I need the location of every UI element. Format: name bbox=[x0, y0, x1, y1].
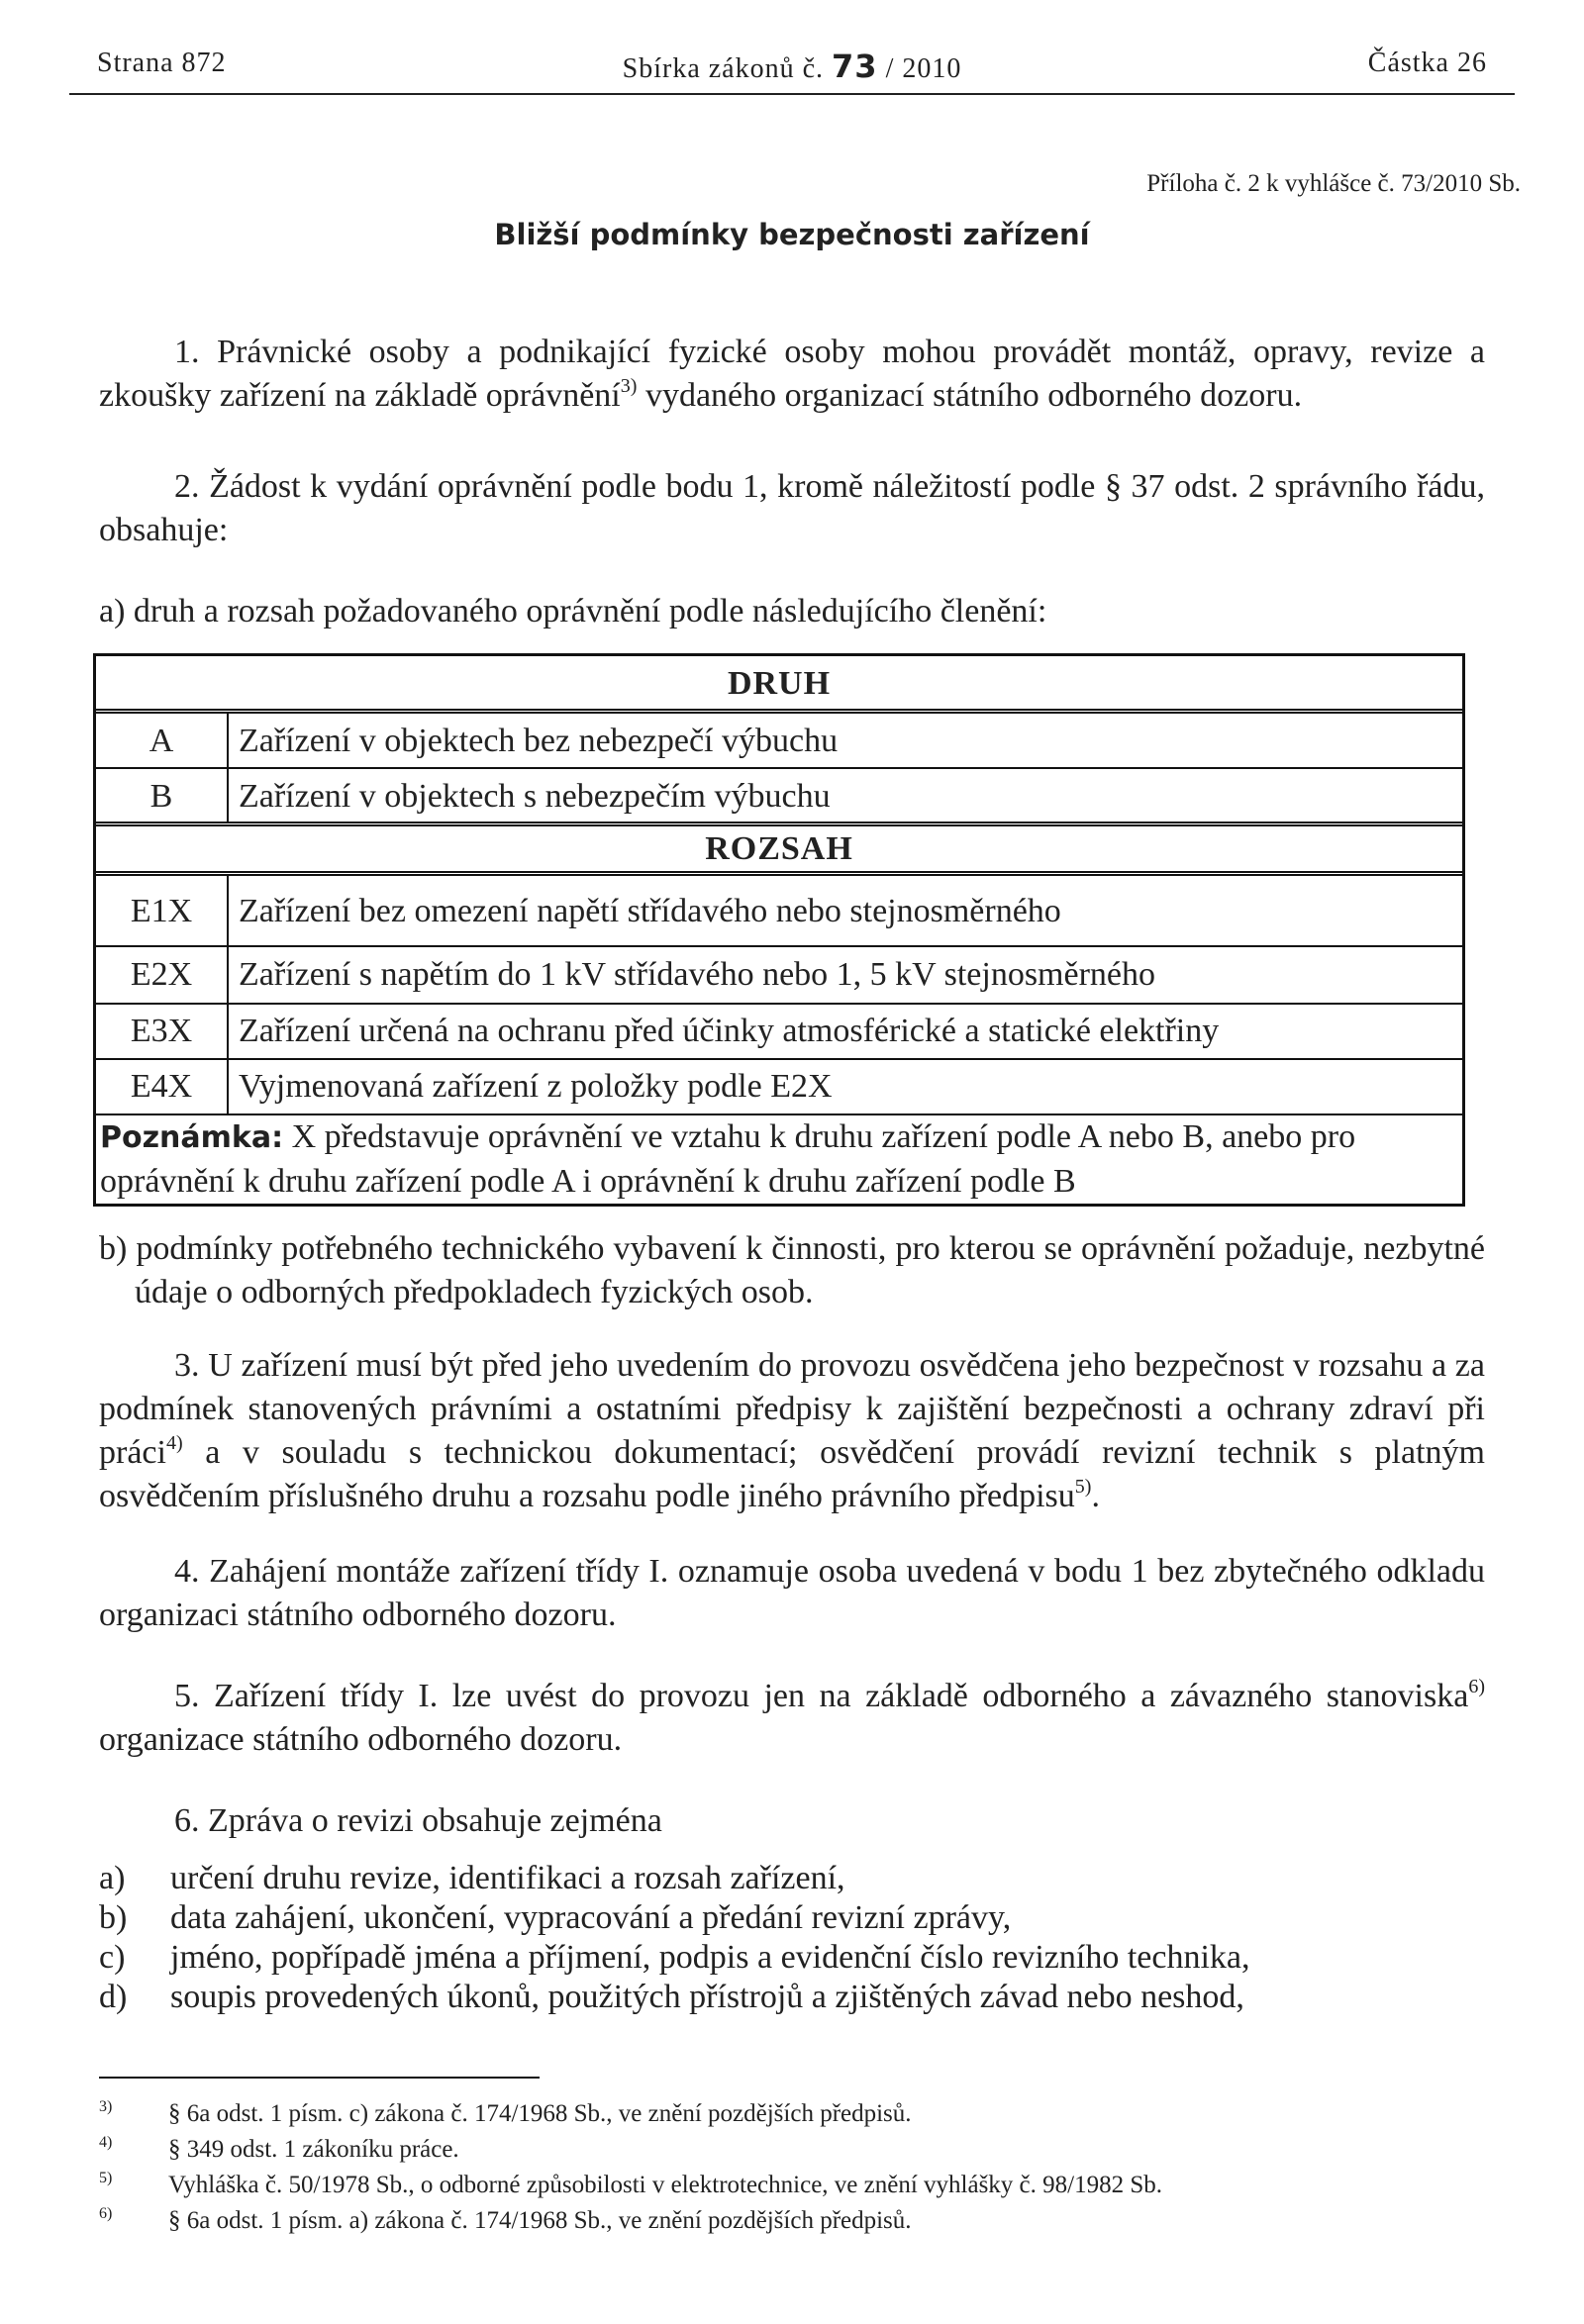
list-item-text: soupis provedených úkonů, použitých přístrojů a zjištěných závad nebo neshod, bbox=[170, 1979, 1244, 2015]
footnotes bbox=[99, 2096, 1485, 2239]
collection-header bbox=[0, 48, 1584, 85]
paragraph-1-end: vydaného organizací státního odborného dozoru. bbox=[637, 377, 1303, 414]
list-item bbox=[99, 1898, 1485, 1938]
paragraph-6-text: 6. Zpráva o revizi obsahuje zejména bbox=[174, 1802, 662, 1839]
footnote-ref-3: 3) bbox=[620, 375, 638, 397]
header-divider bbox=[69, 93, 1515, 95]
footnote-ref-6: 6) bbox=[1468, 1676, 1485, 1697]
report-contents-list bbox=[99, 1859, 1485, 2017]
list-item-text: jméno, popřípadě jména a příjmení, podpis a evidenční číslo revizního technika, bbox=[170, 1939, 1250, 1976]
footnote-text: § 349 odst. 1 zákoníku práce. bbox=[168, 2136, 459, 2163]
note-text: X představuje oprávnění ve vztahu k druhu zařízení podle A nebo B, anebo pro oprávnění k druhu zařízení podle A i oprávnění k druhu zařízení podle B bbox=[100, 1118, 1356, 1200]
row-description: Zařízení v objektech s nebezpečím výbuchu bbox=[239, 778, 831, 815]
row-description: Vyjmenovaná zařízení z položky podle E2X bbox=[239, 1068, 833, 1105]
page-title: Bližší podmínky bezpečnosti zařízení bbox=[494, 218, 1090, 251]
footnote-mark: 4) bbox=[99, 2134, 113, 2151]
table-note bbox=[96, 1115, 1462, 1204]
footnote-text: § 6a odst. 1 písm. c) zákona č. 174/1968 Sb., ve znění pozdějších předpisů. bbox=[168, 2100, 912, 2127]
issue-part-label: Částka 26 bbox=[1367, 48, 1487, 78]
paragraph-3-end: . bbox=[1091, 1478, 1100, 1514]
row-code: E4X bbox=[96, 1060, 229, 1114]
list-item-letter: a) bbox=[99, 1860, 126, 1896]
authorization-table bbox=[93, 653, 1465, 1207]
footnote-mark: 5) bbox=[99, 2170, 113, 2186]
table-row bbox=[96, 769, 1462, 826]
collection-year: / 2010 bbox=[885, 53, 962, 84]
table-row bbox=[96, 1005, 1462, 1060]
footnote-divider bbox=[99, 2077, 540, 2079]
footnote bbox=[99, 2096, 1485, 2132]
footnote-ref-4: 4) bbox=[165, 1432, 183, 1454]
collection-name: Sbírka zákonů č. bbox=[622, 53, 825, 84]
note-label: Poznámka: bbox=[100, 1120, 284, 1155]
row-description: Zařízení bez omezení napětí střídavého nebo stejnosměrného bbox=[239, 893, 1061, 929]
footnote bbox=[99, 2168, 1485, 2203]
row-description: Zařízení v objektech bez nebezpečí výbuchu bbox=[239, 723, 839, 759]
list-item bbox=[99, 1859, 1485, 1898]
item-a: a) druh a rozsah požadovaného oprávnění podle následujícího členění: bbox=[99, 593, 1047, 629]
paragraph-1 bbox=[99, 331, 1485, 418]
table-header-druh: DRUH bbox=[96, 656, 1462, 714]
attachment-label: Příloha č. 2 k vyhlášce č. 73/2010 Sb. bbox=[1146, 170, 1521, 197]
footnote-text: § 6a odst. 1 písm. a) zákona č. 174/1968 Sb., ve znění pozdějších předpisů. bbox=[168, 2207, 912, 2234]
paragraph-3-text-cont: a v souladu s technickou dokumentací; osvědčení provádí revizní technik s platným osvědčením příslušného druhu a rozsahu podle jiného právního předpisu bbox=[99, 1434, 1485, 1514]
footnote-mark: 6) bbox=[99, 2205, 113, 2222]
footnote bbox=[99, 2132, 1485, 2168]
footnote-ref-5: 5) bbox=[1074, 1476, 1092, 1498]
list-item-text: určení druhu revize, identifikaci a rozsah zařízení, bbox=[170, 1860, 845, 1896]
paragraph-6 bbox=[99, 1799, 1485, 1843]
table-row bbox=[96, 1060, 1462, 1115]
paragraph-2-text: 2. Žádost k vydání oprávnění podle bodu 1, kromě náležitostí podle § 37 odst. 2 správního řádu, obsahuje: bbox=[99, 468, 1485, 548]
list-item-text: data zahájení, ukončení, vypracování a předání revizní zprávy, bbox=[170, 1899, 1012, 1936]
paragraph-5-end: organizace státního odborného dozoru. bbox=[99, 1721, 623, 1758]
paragraph-4-text: 4. Zahájení montáže zařízení třídy I. oznamuje osoba uvedená v bodu 1 bez zbytečného odkladu organizaci státního odborného dozoru. bbox=[99, 1553, 1485, 1633]
paragraph-1-text: 1. Právnické osoby a podnikající fyzické osoby mohou provádět montáž, opravy, revize a zkoušky zařízení na základě oprávnění bbox=[99, 334, 1485, 414]
footnote bbox=[99, 2203, 1485, 2239]
paragraph-4 bbox=[99, 1550, 1485, 1637]
table-header-rozsah: ROZSAH bbox=[96, 826, 1462, 876]
row-description: Zařízení s napětím do 1 kV střídavého nebo 1, 5 kV stejnosměrného bbox=[239, 956, 1156, 993]
row-description: Zařízení určená na ochranu před účinky atmosférické a statické elektřiny bbox=[239, 1013, 1220, 1049]
list-item-letter: c) bbox=[99, 1939, 126, 1976]
table-row bbox=[96, 947, 1462, 1005]
paragraph-2 bbox=[99, 465, 1485, 552]
paragraph-5 bbox=[99, 1675, 1485, 1762]
paragraph-3-text: 3. U zařízení musí být před jeho uvedením do provozu osvědčena jeho bezpečnost v rozsahu a za podmínek stanovených právními a ostatními předpisy k zajištění bezpečnosti a ochrany zdraví při práci bbox=[99, 1347, 1485, 1471]
row-code: E3X bbox=[96, 1005, 229, 1058]
list-item bbox=[99, 1938, 1485, 1978]
footnote-text: Vyhláška č. 50/1978 Sb., o odborné způsobilosti v elektrotechnice, ve znění vyhlášky č. 98/1982 Sb. bbox=[168, 2172, 1162, 2198]
collection-number: 73 bbox=[832, 48, 878, 85]
row-code: E1X bbox=[96, 876, 229, 945]
footnote-mark: 3) bbox=[99, 2098, 113, 2115]
paragraph-5-text: 5. Zařízení třídy I. lze uvést do provozu jen na základě odborného a závazného stanoviska bbox=[174, 1678, 1469, 1714]
item-b: b) podmínky potřebného technického vybavení k činnosti, pro kterou se oprávnění požaduje, nezbytné údaje o odborných předpokladech fyzických osob. bbox=[99, 1230, 1485, 1310]
row-code: B bbox=[96, 769, 229, 822]
page-number-label: Strana 872 bbox=[97, 48, 227, 78]
list-item bbox=[99, 1978, 1485, 2017]
row-code: A bbox=[96, 714, 229, 767]
list-item-letter: d) bbox=[99, 1979, 128, 2015]
table-row bbox=[96, 714, 1462, 769]
table-row bbox=[96, 876, 1462, 947]
paragraph-3 bbox=[99, 1344, 1485, 1518]
list-item-letter: b) bbox=[99, 1899, 128, 1936]
row-code: E2X bbox=[96, 947, 229, 1003]
